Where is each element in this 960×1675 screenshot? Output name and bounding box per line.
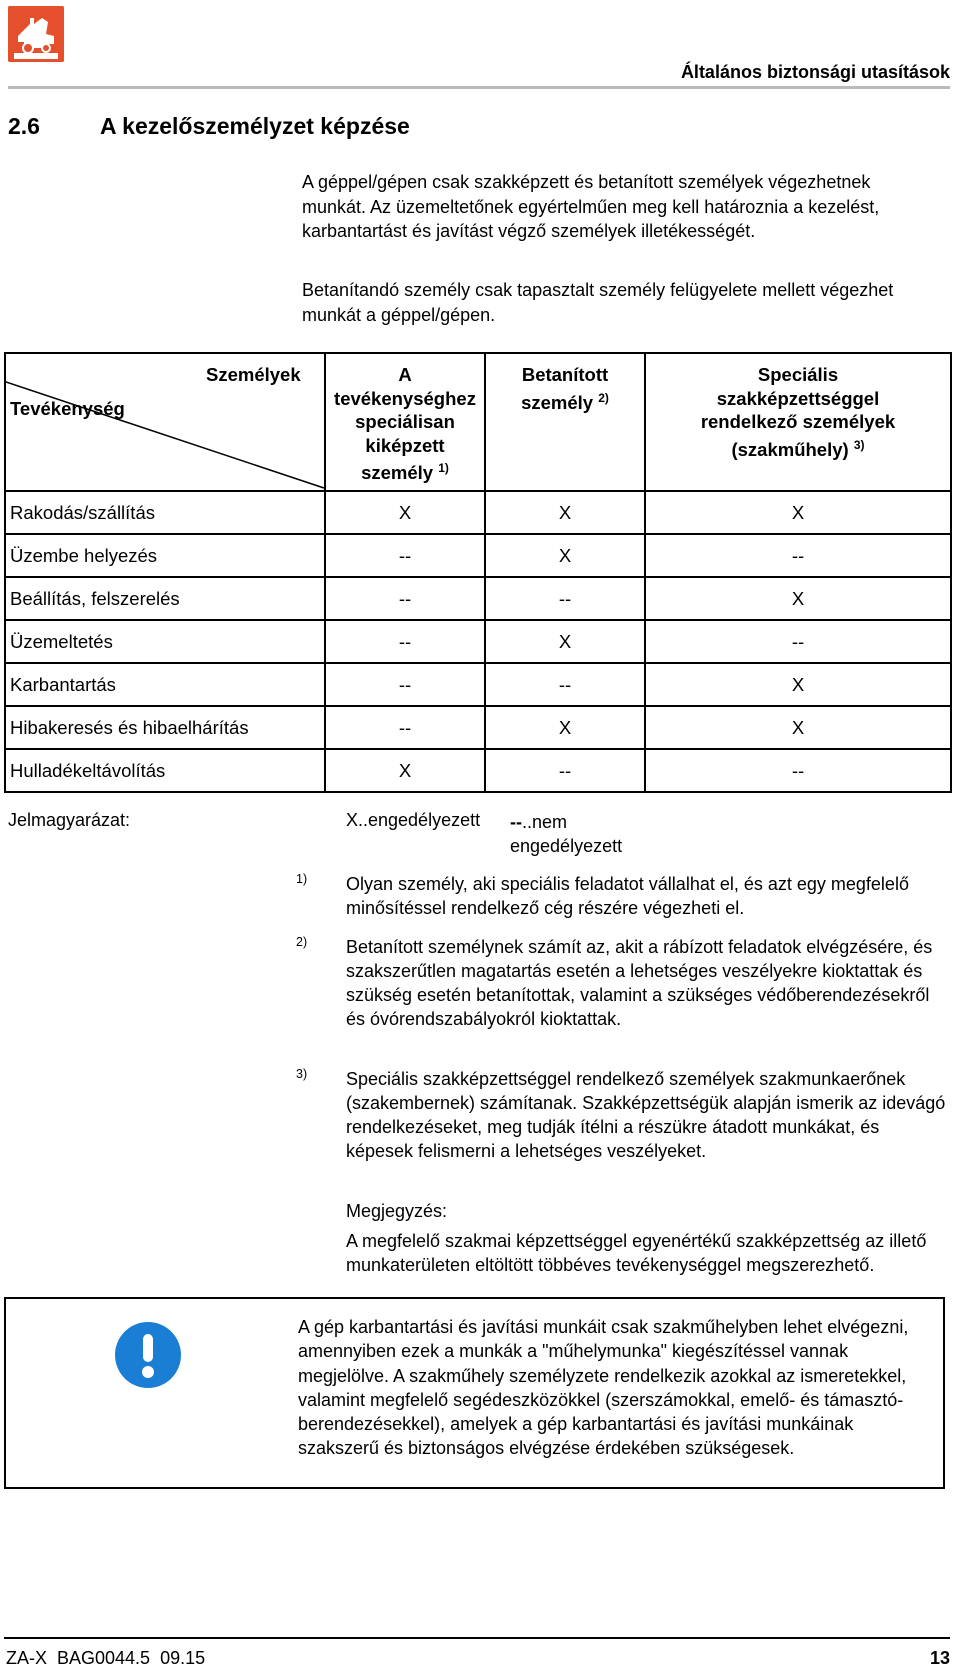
legend-label: Jelmagyarázat:: [8, 810, 131, 830]
value-cell: X: [485, 706, 645, 749]
value-cell: --: [645, 620, 951, 663]
column-header-text: Betanított személy: [521, 364, 609, 413]
value-cell: --: [325, 577, 485, 620]
value-cell: --: [485, 577, 645, 620]
activity-cell: Karbantartás: [5, 663, 325, 706]
value-cell: --: [325, 534, 485, 577]
footnote-ref: 1): [438, 461, 449, 475]
value-cell: X: [645, 577, 951, 620]
remark-text: A megfelelő szakmai képzettséggel egyenértékű szakképzettség az illető munkaterületen eltöltött többéves tevékenységgel megszerezhető.: [346, 1231, 927, 1275]
value-cell: --: [645, 749, 951, 792]
table-row: [5, 663, 951, 706]
document-id: ZA-X BAG0044.5 09.15: [6, 1648, 206, 1668]
value-cell: X: [645, 663, 951, 706]
corner-persons-label: Személyek: [206, 364, 301, 385]
value-cell: --: [325, 706, 485, 749]
activity-cell: Beállítás, felszerelés: [5, 577, 325, 620]
intro-paragraph-1: A géppel/gépen csak szakképzett és betanított személyek végezhetnek munkát. Az üzemeltetőnek egyértelműen meg kell határoznia a kezelést, karbantartást és javítást végző személyek illetékességét.: [302, 172, 880, 241]
table-row: [5, 620, 951, 663]
column-header-text: Speciális szakképzettséggel rendelkező személyek (szakműhely): [700, 364, 896, 460]
value-cell: --: [325, 620, 485, 663]
table-row: [5, 491, 951, 534]
legend-not-allowed: [510, 810, 660, 858]
activity-cell: Rakodás/szállítás: [5, 491, 325, 534]
value-cell: X: [325, 491, 485, 534]
legend-not-allowed-text: ..nem engedélyezett: [510, 812, 623, 856]
activity-cell: Üzembe helyezés: [5, 534, 325, 577]
value-cell: X: [485, 620, 645, 663]
table-row: [5, 749, 951, 792]
responsibility-table: [4, 352, 952, 793]
table-corner-cell: [5, 353, 325, 491]
footer-rule: [4, 1637, 950, 1639]
amazone-logo: [8, 6, 64, 62]
value-cell: X: [485, 534, 645, 577]
value-cell: --: [485, 749, 645, 792]
footnote-ref: 3): [853, 437, 865, 452]
activity-cell: Hulladékeltávolítás: [5, 749, 325, 792]
column-header-trained: [485, 353, 645, 491]
column-header-workshop: [645, 353, 951, 491]
footnote-mark-1: 1): [296, 872, 308, 886]
footnote-mark-2: 2): [296, 935, 308, 949]
footnote-ref: 2): [598, 390, 609, 405]
activity-cell: Hibakeresés és hibaelhárítás: [5, 706, 325, 749]
table-row: [5, 577, 951, 620]
value-cell: X: [645, 706, 951, 749]
value-cell: X: [485, 491, 645, 534]
section-title: A kezelőszemélyzet képzése: [100, 113, 410, 139]
remark-label: Megjegyzés:: [346, 1201, 448, 1221]
table-row: [5, 534, 951, 577]
footnote-text-1: Olyan személy, aki speciális feladatot vállalhat el, és azt egy megfelelő minősítéssel rendelkező cég részére végezheti el.: [346, 874, 909, 918]
value-cell: --: [325, 663, 485, 706]
section-number: 2.6: [8, 113, 40, 139]
exclamation-icon: [115, 1322, 181, 1388]
header-rule: [8, 86, 950, 89]
table-header-row: [5, 353, 951, 491]
footnote-mark-3: 3): [296, 1067, 308, 1081]
value-cell: X: [325, 749, 485, 792]
column-header-text: A tevékenységhez speciálisan kiképzett személy: [334, 364, 476, 484]
value-cell: --: [645, 534, 951, 577]
corner-activity-label: Tevékenység: [10, 398, 125, 419]
legend-dash: --: [510, 812, 522, 832]
footnote-text-2: Betanított személynek számít az, akit a rábízott feladatok elvégzésére, és szakszerűtlen magatartás esetén a lehetséges veszélyekre kioktattak és szükség esetén betanítottak, valamint a szükséges védőberendezésekről és óvórendszabályokról kioktattak.: [346, 937, 933, 1029]
intro-paragraph-2: Betanítandó személy csak tapasztalt személy felügyelete mellett végezhet munkát a géppel/gépen.: [302, 280, 894, 325]
footnote-text-3: Speciális szakképzettséggel rendelkező személyek szakmunkaerőnek (szakembernek) számítanak. Szakképzettségük alapján ismerik az idevágó rendelkezéseket, meg tudják ítélni a részükre átadott munkákat, és képesek felismerni a lehetséges veszélyeket.: [346, 1069, 946, 1161]
workshop-note-text: A gép karbantartási és javítási munkáit csak szakműhelyben lehet elvégezni, amennyiben ezek a munkák a "műhelymunka" kiegészítéssel vannak megjelölve. A szakműhely személyzete rendelkezik azokkal az ismeretekkel, valamint megfelelő segédeszközökkel (szerszámokkal, emelő- és támasztó-berendezésekkel), amelyek a gép karbantartási és javítási munkáinak szakszerű és biztonságos elvégzése érdekében szükségesek.: [298, 1317, 909, 1459]
running-header-title: Általános biztonsági utasítások: [680, 62, 950, 82]
page-number: 13: [929, 1648, 950, 1668]
table-row: [5, 706, 951, 749]
value-cell: X: [645, 491, 951, 534]
column-header-specialist: [325, 353, 485, 491]
value-cell: --: [485, 663, 645, 706]
activity-cell: Üzemeltetés: [5, 620, 325, 663]
legend-allowed: X..engedélyezett: [346, 810, 481, 830]
